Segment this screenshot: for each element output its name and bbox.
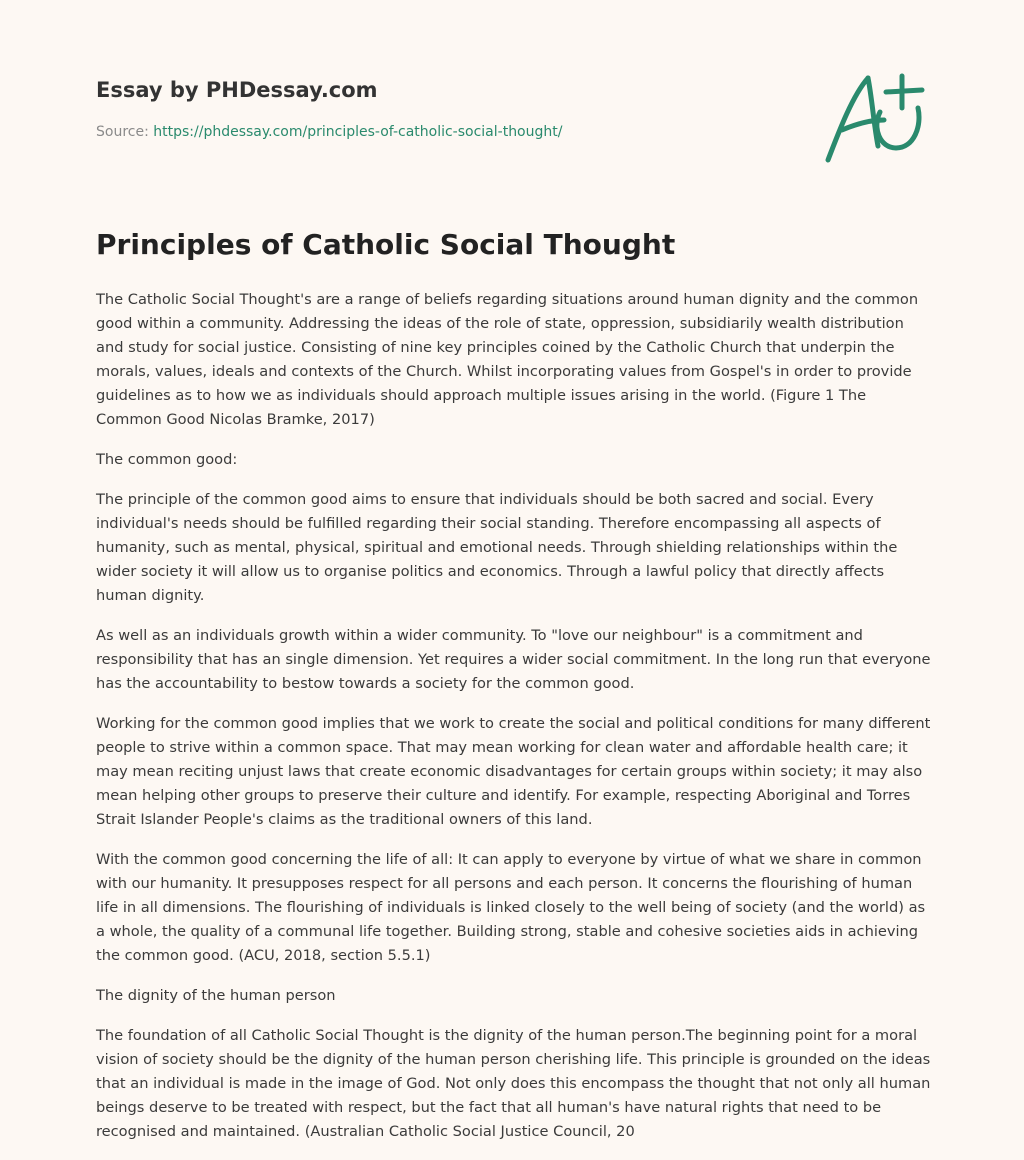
source-line (96, 122, 796, 142)
paragraph: The foundation of all Catholic Social Thought is the dignity of the human person.The beginning point for a moral vision of society should be the dignity of the human person cherishing life. This principle is grounded on the ideas that an individual is made in the image of God. Not only does this encompass the thought that not only all human beings deserve to be treated with respect, but the fact that all human's have natural rights that need to be recognised and maintained. (Australian Catholic Social Justice Council, 20 (96, 1027, 931, 1140)
paragraph: The Catholic Social Thought's are a range of beliefs regarding situations around human dignity and the common good within a community. Addressing the ideas of the role of state, oppression, subsidiarily wealth distribution and study for social justice. Consisting of nine key principles coined by the Catholic Church that underpin the morals, values, ideals and contexts of the Church. Whilst incorporating values from Gospel's in order to provide guidelines as to how we as individuals should approach multiple issues arising in the world. (Figure 1 The Common Good Nicolas Bramke, 2017) (96, 291, 919, 428)
site-title: Essay by PHDessay.com (96, 78, 378, 102)
header (96, 76, 796, 142)
source-link[interactable]: https://phdessay.com/principles-of-catholic-social-thought/ (153, 124, 563, 140)
paragraph: With the common good concerning the life of all: It can apply to everyone by virtue of what we share in common with our humanity. It presupposes respect for all persons and each person. It concerns the flourishing of human life in all dimensions. The flourishing of individuals is linked closely to the well being of society (and the world) as a whole, the quality of a communal life together. Building strong, stable and cohesive societies aids in achieving the common good. (ACU, 2018, section 5.5.1) (96, 851, 926, 964)
essay-content (96, 226, 932, 1160)
paragraph: As well as an individuals growth within a wider community. To "love our neighbour" is a commitment and responsibility that has an single dimension. Yet requires a wider social commitment. In the long run that everyone has the accountability to bestow towards a society for the common good. (96, 627, 931, 692)
source-label: Source: (96, 124, 154, 140)
paragraph: Working for the common good implies that we work to create the social and political conditions for many different people to strive within a common space. That may mean working for clean water and affordable health care; it may mean reciting unjust laws that create economic disadvantages for certain groups within society; it may also mean helping other groups to preserve their culture and identify. For example, respecting Aboriginal and Torres Strait Islander People's claims as the traditional owners of this land. (96, 715, 931, 828)
a-plus-grade-logo-icon (822, 68, 928, 164)
paragraph: The principle of the common good aims to ensure that individuals should be both sacred and social. Every individual's needs should be fulfilled regarding their social standing. Therefore encompassing all aspects of humanity, such as mental, physical, spiritual and emotional needs. Through shielding relationships within the wider society it will allow us to organise politics and economics. Through a lawful policy that directly affects human dignity. (96, 491, 898, 604)
section-heading-human-dignity: The dignity of the human person (96, 987, 336, 1004)
section-heading-common-good: The common good: (96, 451, 238, 468)
page-title: Principles of Catholic Social Thought (96, 228, 676, 261)
